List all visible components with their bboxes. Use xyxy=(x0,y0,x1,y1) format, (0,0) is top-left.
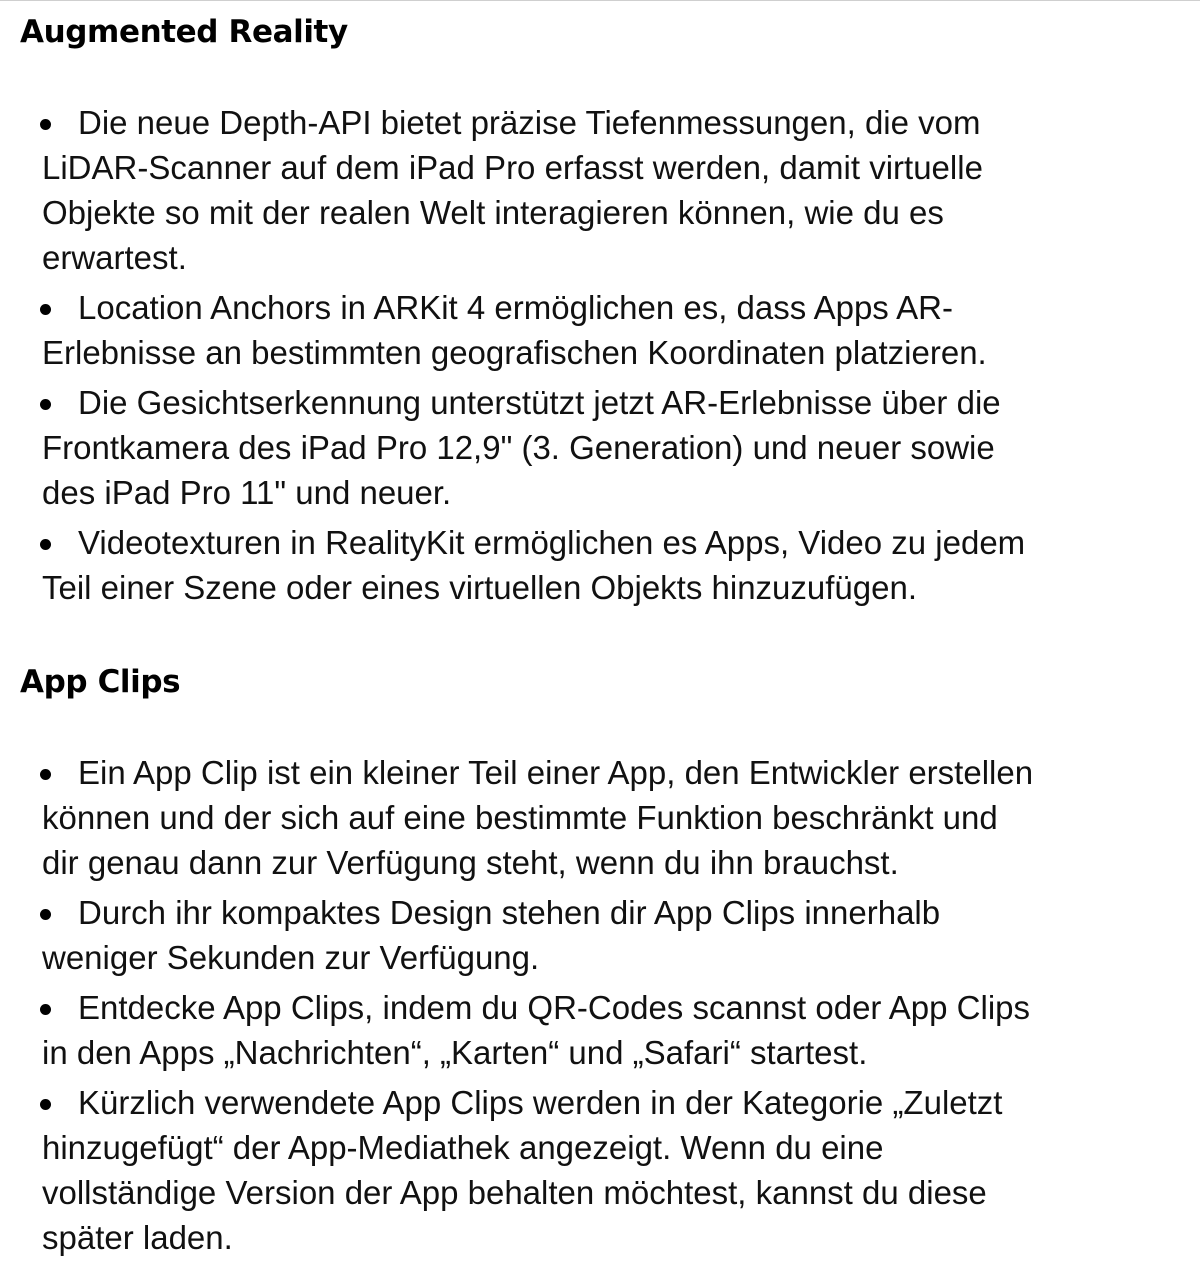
bullet-icon xyxy=(40,1099,51,1110)
list-item xyxy=(0,520,1158,610)
list-item xyxy=(0,100,1158,280)
list-item-text: Ein App Clip ist ein kleiner Teil einer App, den Entwickler erstellen können und der sich auf eine bestimmte Funktion beschränkt und dir genau dann zur Verfügung steht, wenn du ihn brauchst. xyxy=(42,754,1034,881)
bullet-icon xyxy=(40,769,51,780)
list-item xyxy=(0,1080,1158,1260)
list-item-text: Kürzlich verwendete App Clips werden in der Kategorie „Zuletzt hinzugefügt“ der App-Mediathek angezeigt. Wenn du eine vollständige Version der App behalten möchtest, kannst du diese später laden. xyxy=(42,1084,1003,1256)
app-clips-list xyxy=(0,750,1200,1265)
augmented-reality-list xyxy=(0,100,1200,615)
list-item xyxy=(0,985,1158,1075)
bullet-icon xyxy=(40,399,51,410)
section-title-augmented-reality: Augmented Reality xyxy=(20,14,348,50)
list-item-text: Durch ihr kompaktes Design stehen dir App Clips innerhalb weniger Sekunden zur Verfügung. xyxy=(42,894,941,976)
list-item-text: Entdecke App Clips, indem du QR-Codes scannst oder App Clips in den Apps „Nachrichten“, „Karten“ und „Safari“ startest. xyxy=(42,989,1031,1071)
list-item-text: Die Gesichtserkennung unterstützt jetzt AR-Erlebnisse über die Frontkamera des iPad Pro 12,9" (3. Generation) und neuer sowie des iPad Pro 11" und neuer. xyxy=(42,384,1001,511)
list-item xyxy=(0,380,1158,515)
list-item-text: Videotexturen in RealityKit ermöglichen es Apps, Video zu jedem Teil einer Szene oder eines virtuellen Objekts hinzuzufügen. xyxy=(42,524,1026,606)
list-item-text: Die neue Depth-API bietet präzise Tiefenmessungen, die vom LiDAR-Scanner auf dem iPad Pro erfasst werden, damit virtuelle Objekte so mit der realen Welt interagieren können, wie du es erwartest. xyxy=(42,104,983,276)
section-title-app-clips: App Clips xyxy=(20,664,181,700)
bullet-icon xyxy=(40,119,51,130)
list-item xyxy=(0,890,1158,980)
list-item xyxy=(0,285,1158,375)
list-item-text: Location Anchors in ARKit 4 ermöglichen es, dass Apps AR- Erlebnisse an bestimmten geografischen Koordinaten platzieren. xyxy=(42,289,987,371)
bullet-icon xyxy=(40,539,51,550)
list-item xyxy=(0,750,1158,885)
bullet-icon xyxy=(40,304,51,315)
top-divider xyxy=(0,0,1200,1)
bullet-icon xyxy=(40,1004,51,1015)
bullet-icon xyxy=(40,909,51,920)
